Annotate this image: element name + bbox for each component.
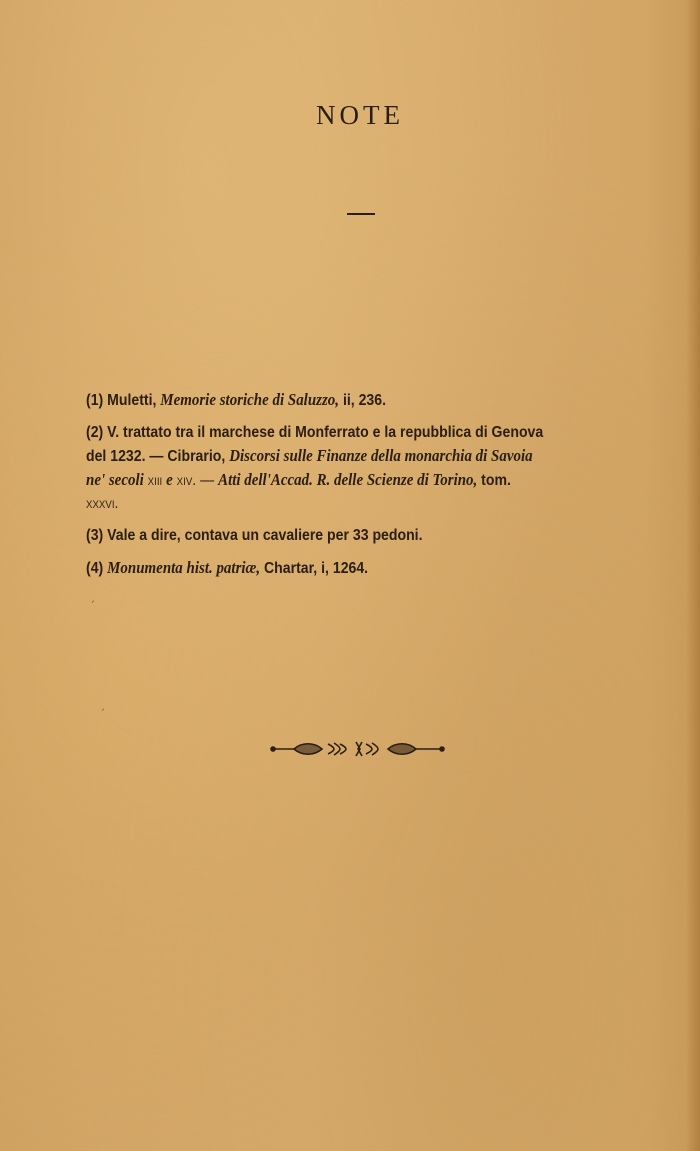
footnote-line [86,468,652,492]
footnote-marker: (3) [86,527,108,544]
page-title: NOTE [316,100,404,130]
footnote-2 [86,421,652,515]
note-text: ne' secoli [86,470,144,489]
note-text: tom. [477,472,511,489]
note-text: del 1232. — Cibrario, [86,448,230,465]
footnote-1 [86,388,652,412]
note-text: xiv. — [172,472,219,489]
footnotes [86,388,652,589]
paper-speck: ˏ [90,592,95,603]
note-text: xiii [143,472,167,489]
footnote-marker: (4) [86,560,108,577]
footnote-line [86,421,652,444]
footnote-marker: (2) [86,424,108,441]
page-edge [686,0,700,1151]
note-text: xxxvi. [86,495,119,512]
footnote-3 [86,524,652,547]
note-text: Atti dell'Accad. R. delle Scienze di Torino, [218,470,478,489]
paper-speck: ˏ [100,700,105,711]
note-text: Discorsi sulle Finanze della monarchia di Savoia [229,446,533,465]
note-text: Vale a dire, contava un cavaliere per 33 pedoni. [107,527,423,544]
note-text: ii, 236. [339,392,386,409]
note-text: Chartar, i, 1264. [260,560,369,577]
note-text: Memorie storiche di Saluzzo, [160,390,340,409]
note-text: Monumenta hist. patriæ, [107,558,261,577]
footnote-marker: (1) [86,392,108,409]
footnote-4 [86,556,652,580]
tailpiece-ornament-icon [270,738,446,760]
footnote-line [86,444,652,468]
title-rule [347,213,375,215]
note-text: V. trattato tra il marchese di Monferrato e la repubblica di Genova [107,424,544,441]
footnote-line [86,492,652,515]
note-text: Muletti, [107,392,161,409]
note-text: e [166,470,173,489]
